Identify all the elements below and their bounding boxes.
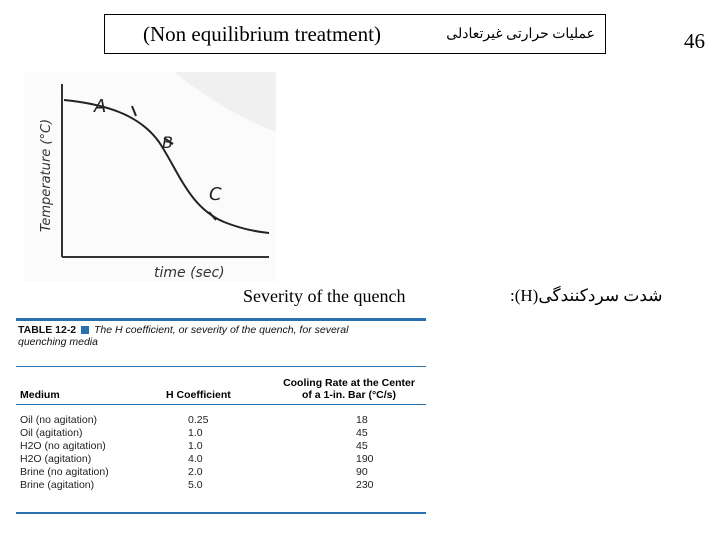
caption-square-icon [81, 326, 89, 334]
cell-h: 2.0 [188, 466, 203, 478]
table-row [16, 453, 426, 466]
label-a: A [94, 96, 107, 117]
page-number: 46 [684, 29, 705, 53]
table-row [16, 427, 426, 440]
header-rate-line2: of a 1-in. Bar (°C/s) [301, 389, 397, 401]
cell-rate: 45 [356, 427, 368, 439]
table-row [16, 479, 426, 492]
severity-h-persian-label: شدت سردکنندگی(H): [510, 286, 663, 305]
slide-title-persian: عملیات حرارتی غیرتعادلی [446, 26, 595, 42]
cell-rate: 45 [356, 440, 368, 452]
slide-title-english: (Non equilibrium treatment) [143, 21, 381, 46]
table-caption-lead: The H coefficient, or severity of the quench, for several [94, 324, 349, 336]
cell-medium: Brine (no agitation) [20, 466, 109, 478]
cell-h: 1.0 [188, 440, 203, 452]
cell-h: 5.0 [188, 479, 203, 491]
header-h: H Coefficient [166, 389, 231, 401]
table-row [16, 440, 426, 453]
cell-medium: Oil (agitation) [20, 427, 83, 439]
table-row [16, 466, 426, 479]
table-bottom-bar [16, 512, 426, 514]
header-rate-line1: Cooling Rate at the Center [283, 377, 415, 389]
label-c: C [209, 184, 222, 205]
cell-h: 4.0 [188, 453, 203, 465]
cell-medium: Oil (no agitation) [20, 414, 98, 426]
cell-h: 0.25 [188, 414, 209, 426]
table-caption [16, 321, 426, 348]
table-number: TABLE 12-2 [18, 324, 77, 336]
cell-medium: H2O (agitation) [20, 453, 92, 465]
cooling-curve-svg [24, 72, 276, 282]
cell-rate: 18 [356, 414, 368, 426]
cell-rate: 190 [356, 453, 374, 465]
table-row [16, 414, 426, 427]
cell-h: 1.0 [188, 427, 203, 439]
sketch-y-label: Temperature (°C) [39, 118, 54, 232]
header-rate [274, 377, 424, 401]
sketch-x-label: time (sec) [154, 265, 225, 281]
severity-label: Severity of the quench [243, 286, 406, 306]
cell-rate: 230 [356, 479, 374, 491]
cell-medium: H2O (no agitation) [20, 440, 106, 452]
slide-title-box [104, 14, 606, 54]
header-medium: Medium [20, 389, 60, 401]
cooling-curve-sketch [24, 72, 276, 282]
label-b: B [162, 133, 173, 152]
table-caption-tail: quenching media [18, 336, 98, 348]
cell-rate: 90 [356, 466, 368, 478]
table-body [16, 414, 426, 492]
cell-medium: Brine (agitation) [20, 479, 95, 491]
table-header [16, 366, 426, 405]
quench-table [16, 318, 426, 514]
